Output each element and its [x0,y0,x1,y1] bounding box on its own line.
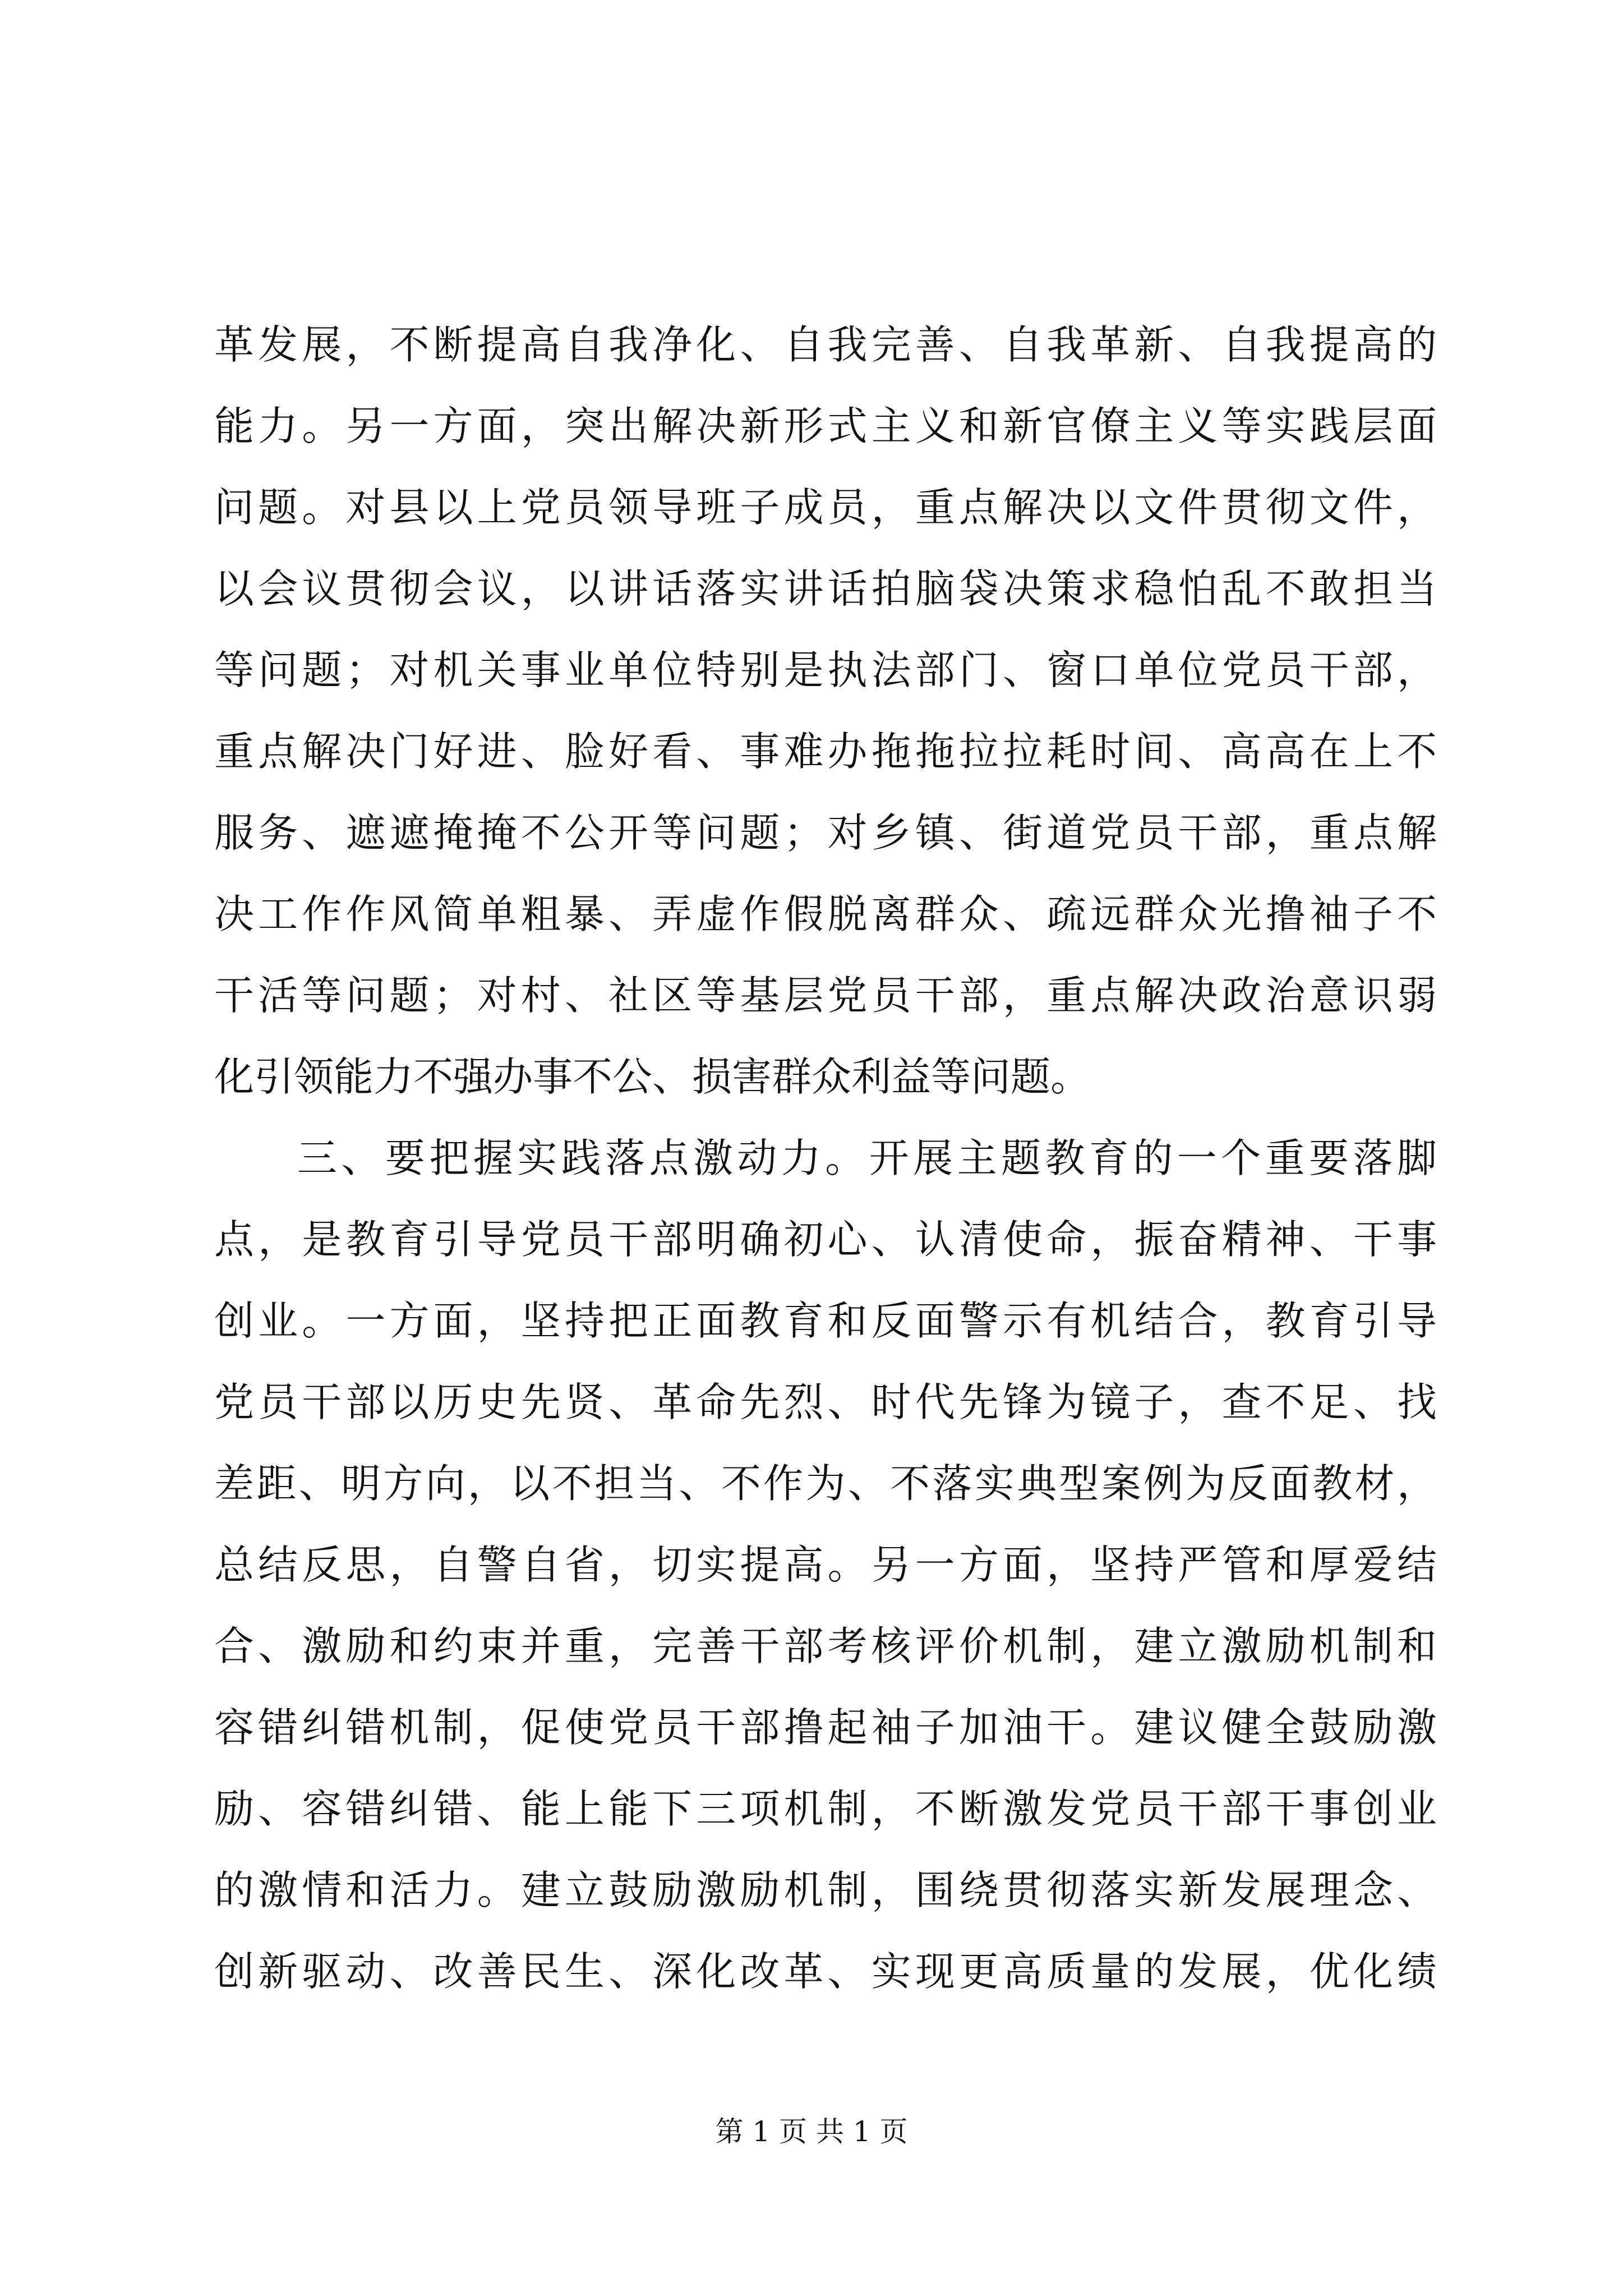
text-line: 励、容错纠错、能上能下三项机制，不断激发党员干部干事创业 [214,1786,1437,1832]
text-line: 化引领能力不强办事不公、损害群众利益等问题。 [214,1053,1091,1100]
text-line: 总结反思，自警自省，切实提高。另一方面，坚持严管和厚爱结 [214,1542,1437,1588]
text-line: 创业。一方面，坚持把正面教育和反面警示有机结合，教育引导 [214,1297,1437,1344]
paragraph-start-line: 三、要把握实践落点激动力。开展主题教育的一个重要落脚 [297,1135,1437,1181]
text-line: 容错纠错机制，促使党员干部撸起袖子加油干。建议健全鼓励激 [214,1704,1437,1751]
text-line: 差距、明方向，以不担当、不作为、不落实典型案例为反面教材， [214,1460,1437,1507]
text-line: 革发展，不断提高自我净化、自我完善、自我革新、自我提高的 [214,321,1437,368]
text-line: 决工作作风简单粗暴、弄虚作假脱离群众、疏远群众光撸袖子不 [214,891,1437,937]
text-line: 创新驱动、改善民生、深化改革、实现更高质量的发展，优化绩 [214,1948,1437,1995]
text-line: 问题。对县以上党员领导班子成员，重点解决以文件贯彻文件， [214,484,1437,531]
text-line: 能力。另一方面，突出解决新形式主义和新官僚主义等实践层面 [214,403,1437,449]
text-line: 等问题；对机关事业单位特别是执法部门、窗口单位党员干部， [214,647,1437,693]
text-line: 重点解决门好进、脸好看、事难办拖拖拉拉耗时间、高高在上不 [214,728,1437,775]
text-line: 的激情和活力。建立鼓励激励机制，围绕贯彻落实新发展理念、 [214,1867,1437,1913]
text-line: 服务、遮遮掩掩不公开等问题；对乡镇、街道党员干部，重点解 [214,809,1437,856]
text-line: 干活等问题；对村、社区等基层党员干部，重点解决政治意识弱 [214,972,1437,1019]
text-line: 党员干部以历史先贤、革命先烈、时代先锋为镜子，查不足、找 [214,1379,1437,1425]
page-footer: 第 1 页 共 1 页 [715,2115,908,2148]
text-line: 合、激励和约束并重，完善干部考核评价机制，建立激励机制和 [214,1623,1437,1669]
text-line: 点，是教育引导党员干部明确初心、认清使命，振奋精神、干事 [214,1216,1437,1263]
text-line: 以会议贯彻会议，以讲话落实讲话拍脑袋决策求稳怕乱不敢担当 [214,565,1437,612]
